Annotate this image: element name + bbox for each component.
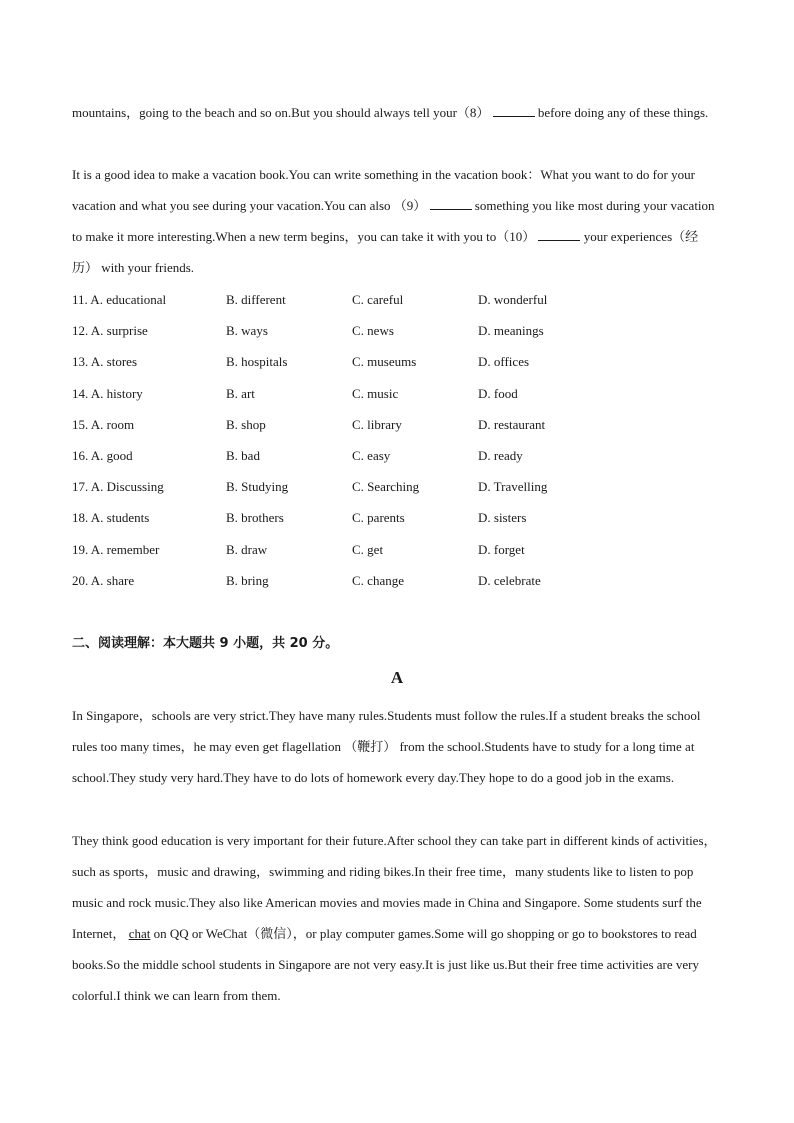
option-c[interactable]: C. change xyxy=(352,572,404,588)
question-options-row xyxy=(72,534,632,565)
question-options-row xyxy=(72,565,632,596)
option-d[interactable]: D. offices xyxy=(478,354,530,370)
answer-blank-10[interactable] xyxy=(538,229,580,241)
answer-options-list xyxy=(72,284,632,596)
option-d[interactable]: D. ready xyxy=(478,447,523,463)
option-b[interactable]: B. brothers xyxy=(226,510,284,526)
option-d[interactable]: D. wonderful xyxy=(478,292,548,307)
question-options-row xyxy=(72,502,632,533)
option-c[interactable]: C. Searching xyxy=(352,479,420,495)
vacation-book-paragraph xyxy=(72,159,722,283)
question-options-row xyxy=(72,409,632,440)
paragraph-text: before doing any of these things. xyxy=(537,105,709,120)
option-b[interactable]: B. shop xyxy=(226,416,266,432)
option-a[interactable]: 19. A. remember xyxy=(72,541,160,557)
option-d[interactable]: D. forget xyxy=(478,541,525,557)
underlined-word-chat: chat xyxy=(128,926,151,942)
option-a[interactable]: 12. A. surprise xyxy=(72,323,148,339)
paragraph-text: on QQ or WeChat（微信），or play computer games.Some will go shopping or go to bookstores to read books.So the middle school students in Singapore are not very easy.It is just like us.But their free time activities are very colorful.I think we can learn from them. xyxy=(72,926,699,1004)
option-c[interactable]: C. easy xyxy=(352,447,391,463)
paragraph-text: They think good education is very important for their future.After school they can take part in different kinds of activities，such as sports，music and drawing，swimming and riding bikes.In their free time，many students like to listen to pop music and rock music.They also like American movies and movies made in China and Singapore. Some students surf the Internet， xyxy=(72,833,717,942)
section-heading: 二、阅读理解：本大题共 9 小题，共 20 分。 xyxy=(72,636,339,651)
option-a[interactable]: 17. A. Discussing xyxy=(72,479,164,495)
option-c[interactable]: C. parents xyxy=(352,510,405,526)
option-b[interactable]: B. different xyxy=(226,292,286,307)
question-options-row xyxy=(72,440,632,471)
option-a[interactable]: 20. A. share xyxy=(72,572,135,588)
option-b[interactable]: B. hospitals xyxy=(226,354,288,370)
option-a[interactable]: 11. A. educational xyxy=(72,292,167,307)
option-b[interactable]: B. ways xyxy=(226,323,268,339)
passage-a-paragraph-2 xyxy=(72,825,722,1012)
option-d[interactable]: D. sisters xyxy=(478,510,527,526)
option-d[interactable]: D. Travelling xyxy=(478,479,548,495)
option-b[interactable]: B. draw xyxy=(226,541,268,557)
answer-blank-9[interactable] xyxy=(430,198,472,210)
paragraph-text: something you like most during your vacation to make it more interesting.When a new term begins，you can take it with you to（10） xyxy=(72,198,715,245)
option-b[interactable]: B. art xyxy=(226,385,255,401)
answer-blank-8[interactable] xyxy=(493,105,535,117)
option-d[interactable]: D. food xyxy=(478,385,518,401)
option-c[interactable]: C. careful xyxy=(352,292,404,307)
passage-continuation-paragraph xyxy=(72,97,722,128)
option-a[interactable]: 15. A. room xyxy=(72,416,135,432)
option-a[interactable]: 13. A. stores xyxy=(72,354,137,370)
paragraph-text: mountains，going to the beach and so on.But you should always tell your（8） xyxy=(72,105,490,120)
option-b[interactable]: B. Studying xyxy=(226,479,289,495)
option-d[interactable]: D. meanings xyxy=(478,323,544,339)
option-b[interactable]: B. bring xyxy=(226,572,269,588)
option-c[interactable]: C. news xyxy=(352,323,394,339)
option-a[interactable]: 14. A. history xyxy=(72,385,143,401)
option-d[interactable]: D. restaurant xyxy=(478,416,546,432)
option-c[interactable]: C. museums xyxy=(352,354,417,370)
option-b[interactable]: B. bad xyxy=(226,447,260,463)
question-options-row xyxy=(72,346,632,377)
question-options-row xyxy=(72,284,632,315)
paragraph-text: It is a good idea to make a vacation book.You can write something in the vacation book：What you want to do for your vacation and what you see during your vacation.You can also （9） xyxy=(72,167,695,214)
option-c[interactable]: C. get xyxy=(352,541,384,557)
question-options-row xyxy=(72,315,632,346)
paragraph-text: your experiences（经历） with your friends. xyxy=(72,229,699,276)
question-options-row xyxy=(72,378,632,409)
passage-label: A xyxy=(390,668,404,687)
passage-a-paragraph-1: In Singapore，schools are very strict.They have many rules.Students must follow the rules.If a student breaks the school rules too many times，he may even get flagellation （鞭打） from the school.Students have to study for a long time at school.They study very hard.They have to do lots of homework every day.They hope to do a good job in the exams. xyxy=(72,708,701,786)
option-d[interactable]: D. celebrate xyxy=(478,572,541,588)
option-c[interactable]: C. library xyxy=(352,416,402,432)
option-c[interactable]: C. music xyxy=(352,385,399,401)
option-a[interactable]: 18. A. students xyxy=(72,510,150,526)
option-a[interactable]: 16. A. good xyxy=(72,447,133,463)
question-options-row xyxy=(72,471,632,502)
